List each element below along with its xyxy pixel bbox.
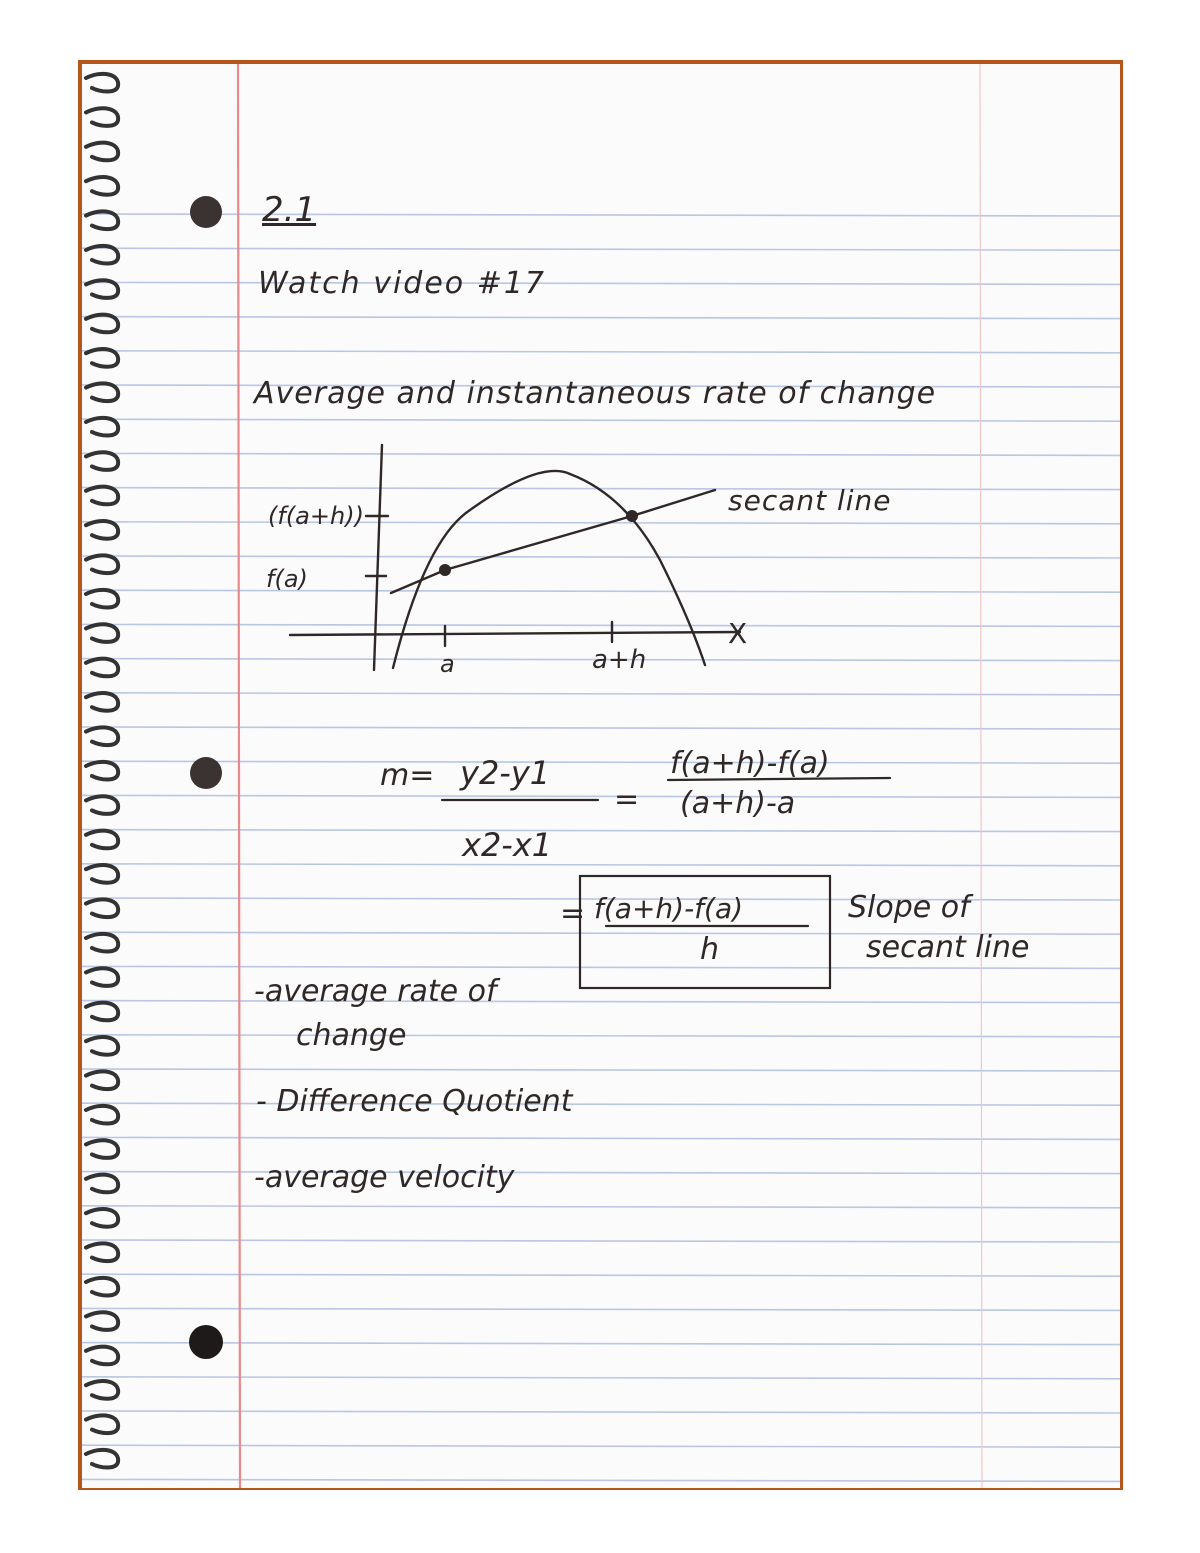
spiral-coil bbox=[86, 108, 118, 126]
ruled-line bbox=[82, 830, 1120, 832]
spiral-coil bbox=[86, 1140, 118, 1158]
instruction-text: Watch video #17 bbox=[258, 266, 547, 301]
spiral-coil bbox=[86, 762, 118, 780]
spiral-coil bbox=[86, 1415, 118, 1433]
spiral-coil bbox=[86, 796, 118, 814]
spiral-binding bbox=[82, 64, 132, 1488]
ruled-line bbox=[82, 693, 1120, 695]
spiral-coil bbox=[86, 1071, 118, 1089]
boxed-equals: = bbox=[560, 896, 586, 931]
spiral-coil bbox=[86, 177, 118, 195]
ruled-line bbox=[82, 1069, 1120, 1071]
spiral-coil bbox=[86, 727, 118, 745]
y-label-upper: (f(a+h)) bbox=[268, 502, 364, 530]
spiral-coil bbox=[86, 452, 118, 470]
spiral-coil bbox=[86, 315, 118, 333]
ruled-line bbox=[82, 1240, 1120, 1242]
spiral-coil bbox=[86, 1037, 118, 1055]
x-tick-label-a: a bbox=[440, 650, 455, 678]
spiral-coil bbox=[86, 1003, 118, 1021]
spiral-coil bbox=[86, 1209, 118, 1227]
spiral-coil bbox=[86, 865, 118, 883]
equals-sign: = bbox=[614, 782, 640, 817]
spiral-coil bbox=[86, 1243, 118, 1261]
spiral-coil bbox=[86, 143, 118, 161]
rhs-denominator: (a+h)-a bbox=[680, 786, 796, 821]
term-average-rate: -average rate of bbox=[254, 974, 497, 1009]
spiral-coil bbox=[86, 555, 118, 573]
slope-denominator: x2-x1 bbox=[462, 826, 553, 864]
term-difference-quotient: - Difference Quotient bbox=[256, 1084, 573, 1119]
ruled-line bbox=[82, 864, 1120, 866]
ruled-line bbox=[82, 727, 1120, 729]
boxed-numerator: f(a+h)-f(a) bbox=[594, 892, 744, 925]
spiral-coil bbox=[86, 1381, 118, 1399]
ruled-line bbox=[82, 795, 1120, 797]
spiral-coil bbox=[86, 659, 118, 677]
spiral-coil bbox=[86, 1278, 118, 1296]
ruled-line bbox=[82, 1035, 1120, 1037]
spiral-coil bbox=[86, 1106, 118, 1124]
ruled-line bbox=[82, 1001, 1120, 1003]
spiral-coil bbox=[86, 280, 118, 298]
box-label-line2: secant line bbox=[866, 930, 1030, 965]
spiral-coil bbox=[86, 349, 118, 367]
slope-numerator: y2-y1 bbox=[460, 754, 551, 792]
rhs-numerator: f(a+h)-f(a) bbox=[670, 746, 830, 781]
spiral-coil bbox=[86, 899, 118, 917]
x-tick-label-ah: a+h bbox=[592, 645, 647, 675]
y-label-lower: f(a) bbox=[266, 565, 308, 593]
binder-hole-bottom bbox=[189, 1325, 223, 1359]
spiral-coil bbox=[86, 934, 118, 952]
ruled-line bbox=[82, 1103, 1120, 1105]
spiral-coil bbox=[86, 968, 118, 986]
ruled-line bbox=[82, 1445, 1120, 1447]
ruled-line bbox=[82, 761, 1120, 763]
ruled-line bbox=[82, 1137, 1120, 1139]
section-number: 2.1 bbox=[262, 190, 317, 230]
binder-hole-top bbox=[190, 196, 222, 228]
spiral-coil bbox=[86, 831, 118, 849]
spiral-coil bbox=[86, 693, 118, 711]
x-axis-label: X bbox=[728, 617, 748, 650]
spiral-coil bbox=[86, 521, 118, 539]
heading-text: Average and instantaneous rate of change bbox=[254, 376, 937, 411]
spiral-coil bbox=[86, 624, 118, 642]
spiral-coil bbox=[86, 1450, 118, 1468]
spiral-coil bbox=[86, 211, 118, 229]
binder-hole-middle bbox=[190, 757, 222, 789]
term-average-rate-cont: change bbox=[296, 1018, 407, 1053]
secant-line-label: secant line bbox=[728, 484, 892, 517]
spiral-coil bbox=[86, 590, 118, 608]
ruled-line bbox=[82, 1411, 1120, 1413]
notebook-page bbox=[82, 64, 1120, 1488]
ruled-line bbox=[82, 1206, 1120, 1208]
slope-prefix: m= bbox=[380, 758, 435, 793]
ruled-lines bbox=[82, 64, 1120, 1488]
spiral-coil bbox=[86, 418, 118, 436]
ruled-line bbox=[82, 1308, 1120, 1310]
ruled-line bbox=[82, 1343, 1120, 1345]
spiral-coil bbox=[86, 383, 118, 401]
spiral-coil bbox=[86, 1312, 118, 1330]
ruled-line bbox=[82, 1274, 1120, 1276]
spiral-coil bbox=[86, 74, 118, 92]
ruled-line bbox=[82, 966, 1120, 968]
spiral-coil bbox=[86, 487, 118, 505]
spiral-coil bbox=[86, 1175, 118, 1193]
ruled-line bbox=[82, 1479, 1120, 1481]
ruled-line bbox=[82, 1172, 1120, 1174]
term-average-velocity: -average velocity bbox=[254, 1160, 515, 1195]
spiral-coil bbox=[86, 1347, 118, 1365]
box-label-line1: Slope of bbox=[848, 890, 970, 925]
ruled-line bbox=[82, 1377, 1120, 1379]
spiral-coil bbox=[86, 246, 118, 264]
boxed-denominator: h bbox=[700, 932, 720, 967]
right-margin-line bbox=[980, 64, 982, 1488]
